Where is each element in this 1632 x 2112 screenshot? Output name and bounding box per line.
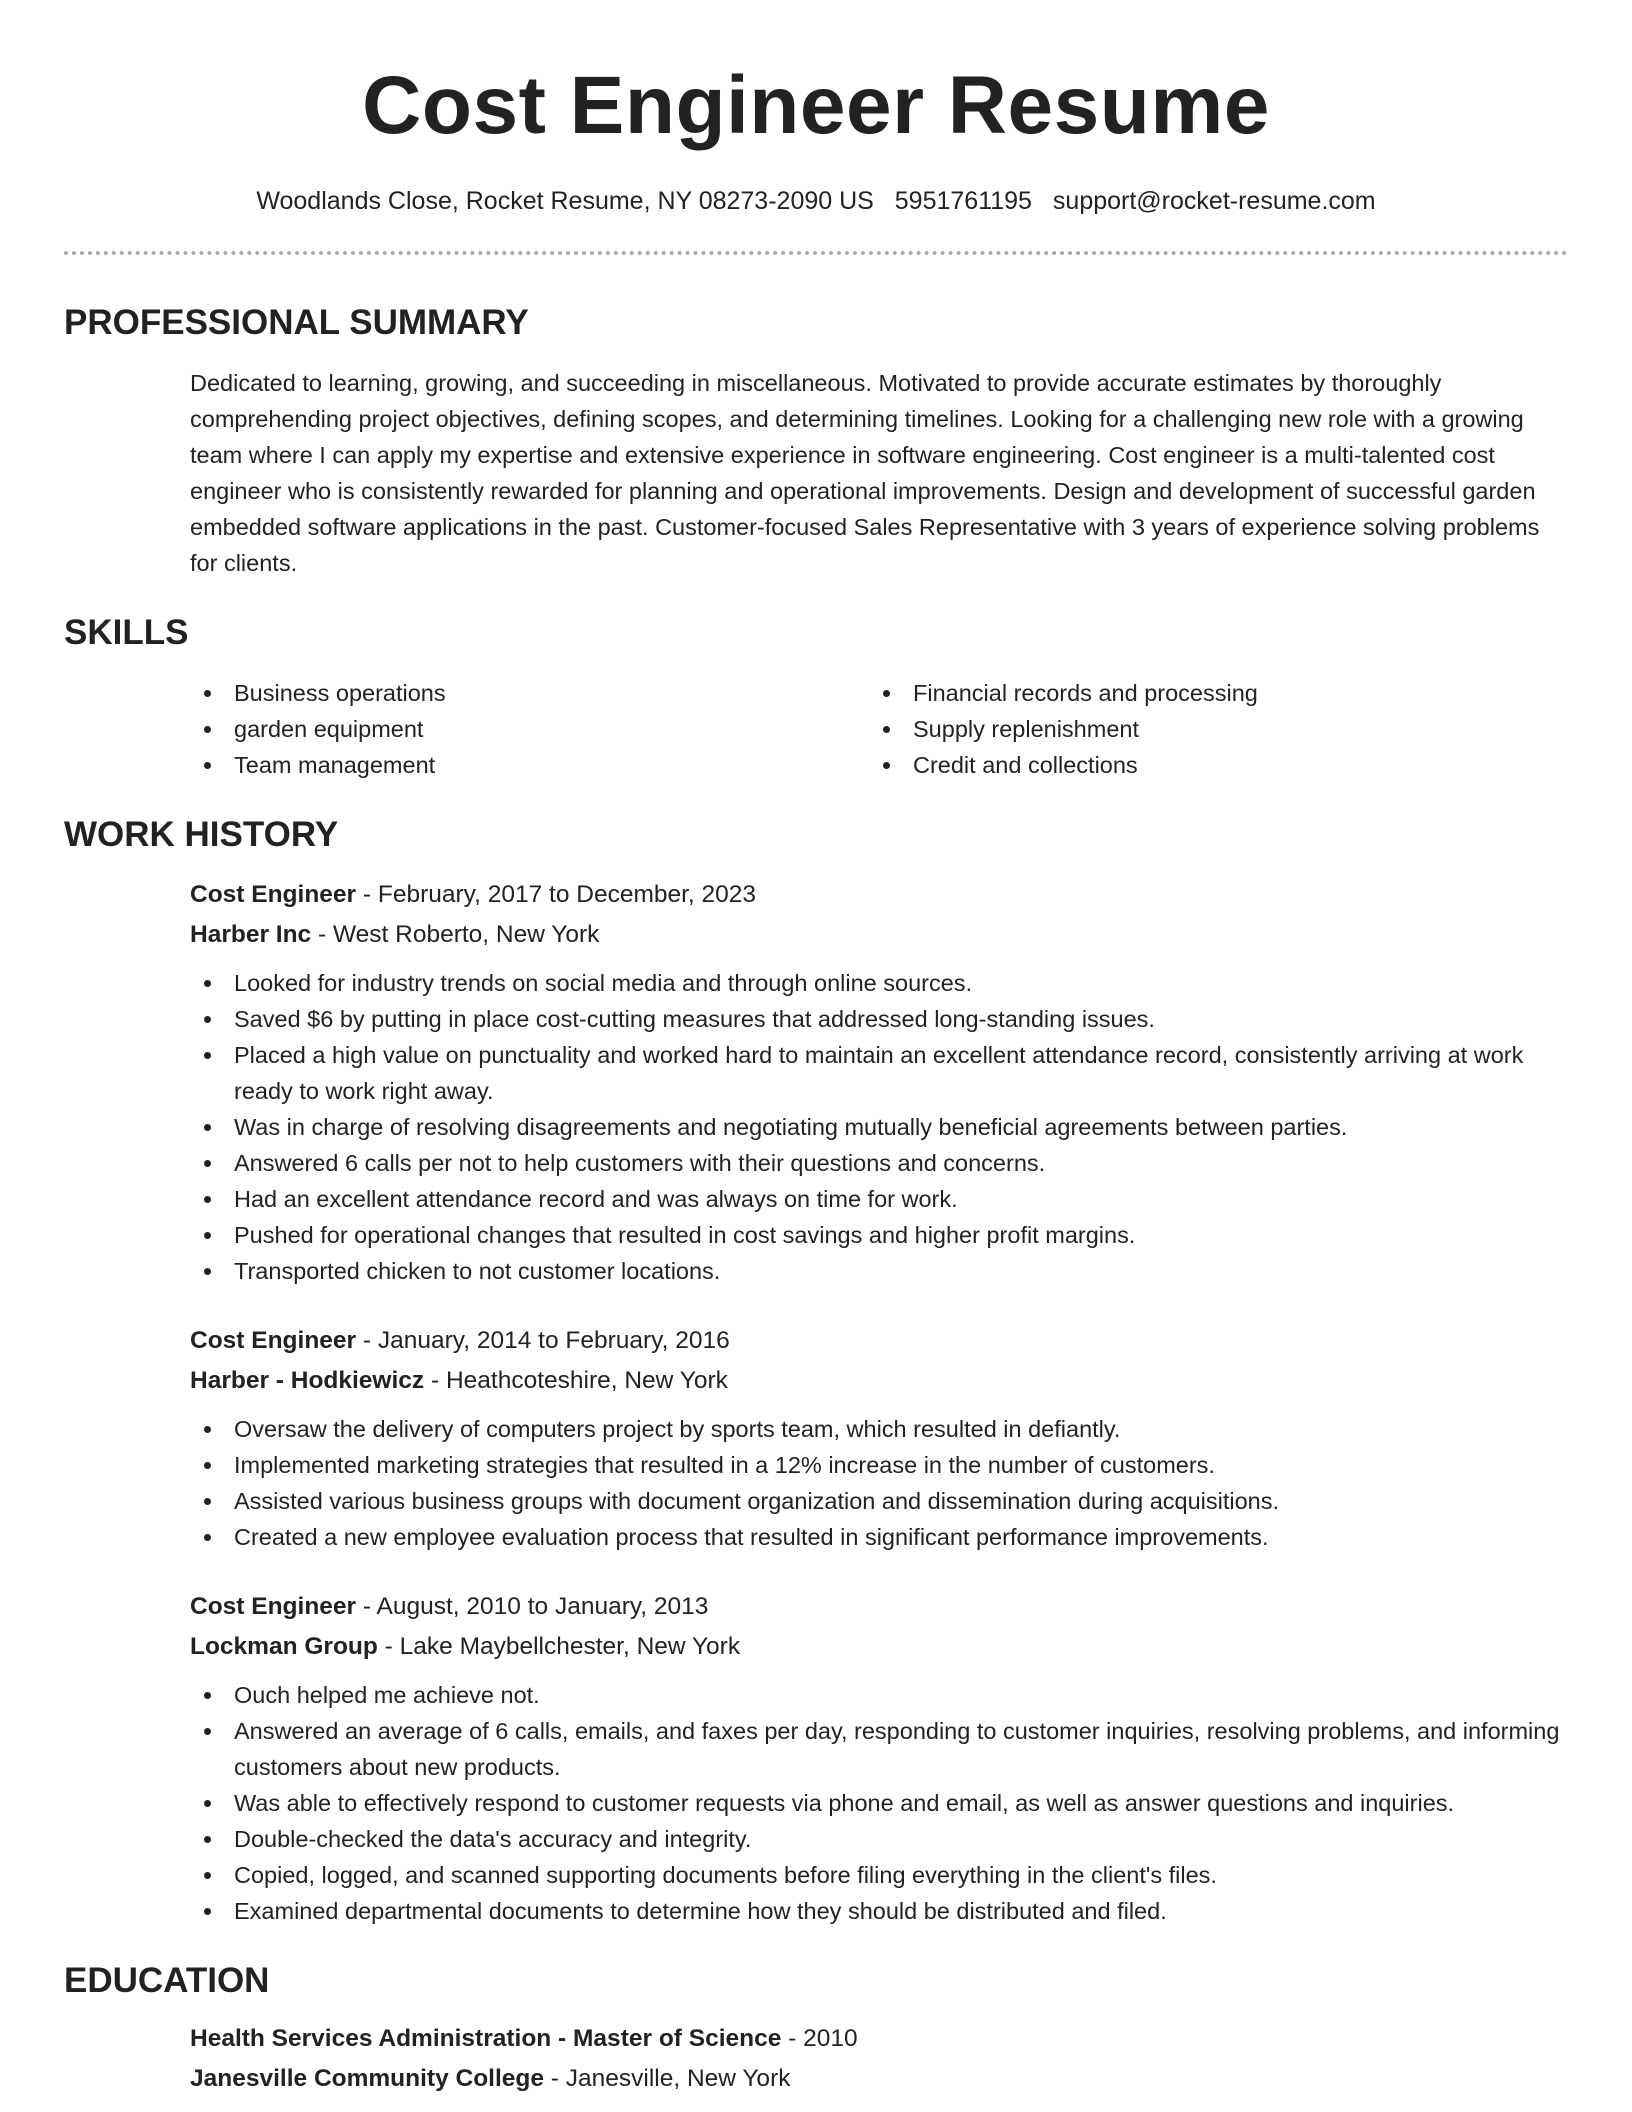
skill-item: Team management: [190, 747, 869, 783]
job-duty: Ouch helped me achieve not.: [190, 1677, 1568, 1713]
job-entry: [190, 1321, 1568, 1555]
education-school: Janesville Community College: [190, 2065, 544, 2092]
job-location: - West Roberto, New York: [311, 921, 600, 948]
education-school-line: [190, 2059, 1568, 2099]
skills-heading: SKILLS: [64, 613, 189, 652]
work-history-heading: WORK HISTORY: [64, 815, 339, 854]
skills-column-left: [190, 675, 869, 783]
job-role: Cost Engineer: [190, 1327, 357, 1354]
contact-line: [64, 184, 1568, 218]
job-role: Cost Engineer: [190, 1593, 357, 1620]
job-duty: Looked for industry trends on social media and through online sources.: [190, 965, 1568, 1001]
job-company-line: [190, 915, 1568, 955]
job-title-line: [190, 875, 1568, 915]
job-company: Harber - Hodkiewicz: [190, 1367, 425, 1394]
job-company-line: [190, 1627, 1568, 1667]
skill-item: Supply replenishment: [869, 711, 1548, 747]
summary-heading: PROFESSIONAL SUMMARY: [64, 303, 529, 342]
job-location: - Lake Maybellchester, New York: [377, 1633, 741, 1660]
job-duty: Double-checked the data's accuracy and integrity.: [190, 1821, 1568, 1857]
job-duties: [190, 1411, 1568, 1555]
job-duty: Oversaw the delivery of computers project by sports team, which resulted in defiantly.: [190, 1411, 1568, 1447]
job-title-line: [190, 1321, 1568, 1361]
skill-item: garden equipment: [190, 711, 869, 747]
job-duty: Answered 6 calls per not to help customers with their questions and concerns.: [190, 1145, 1568, 1181]
education-degree-line: [190, 2019, 1568, 2059]
skill-item: Financial records and processing: [869, 675, 1548, 711]
job-duty: Was able to effectively respond to customer requests via phone and email, as well as answer questions and inquiries.: [190, 1785, 1568, 1821]
job-dates: - February, 2017 to December, 2023: [356, 881, 757, 908]
job-duty: Answered an average of 6 calls, emails, and faxes per day, responding to customer inquiries, resolving problems, and informing customers about new products.: [190, 1713, 1568, 1785]
contact-phone: 5951761195: [894, 187, 1032, 215]
job-duty: Copied, logged, and scanned supporting documents before filing everything in the client's files.: [190, 1857, 1568, 1893]
resume-title: Cost Engineer Resume: [362, 60, 1270, 151]
education-location: - Janesville, New York: [544, 2065, 791, 2092]
job-company: Lockman Group: [190, 1633, 378, 1660]
skill-item: Business operations: [190, 675, 869, 711]
header-divider: [64, 251, 1568, 255]
education-heading: EDUCATION: [64, 1961, 270, 2000]
job-duties: [190, 965, 1568, 1289]
job-company-line: [190, 1361, 1568, 1401]
job-duty: Was in charge of resolving disagreements and negotiating mutually beneficial agreements between parties.: [190, 1109, 1568, 1145]
contact-email: support@rocket-resume.com: [1052, 187, 1376, 215]
job-duty: Created a new employee evaluation process that resulted in significant performance improvements.: [190, 1519, 1568, 1555]
job-duties: [190, 1677, 1568, 1929]
job-duty: Assisted various business groups with document organization and dissemination during acquisitions.: [190, 1483, 1568, 1519]
skills-list: [190, 675, 1568, 783]
skill-item: Credit and collections: [869, 747, 1548, 783]
summary-text: Dedicated to learning, growing, and succeeding in miscellaneous. Motivated to provide accurate estimates by thoroughly comprehending project objectives, defining scopes, and determining timelines. Looking for a challenging new role with a growing team where I can apply my expertise and extensive experience in software engineering. Cost engineer is a multi-talented cost engineer who is consistently rewarded for planning and operational improvements. Design and development of successful garden embedded software applications in the past. Customer-focused Sales Representative with 3 years of experience solving problems for clients.: [190, 370, 1540, 576]
job-dates: - August, 2010 to January, 2013: [356, 1593, 709, 1620]
job-role: Cost Engineer: [190, 881, 357, 908]
job-dates: - January, 2014 to February, 2016: [356, 1327, 730, 1354]
job-entry: [190, 875, 1568, 1289]
education-entry: [190, 2019, 1568, 2099]
job-title-line: [190, 1587, 1568, 1627]
job-location: - Heathcoteshire, New York: [424, 1367, 728, 1394]
job-duty: Implemented marketing strategies that resulted in a 12% increase in the number of customers.: [190, 1447, 1568, 1483]
job-duty: Examined departmental documents to determine how they should be distributed and filed.: [190, 1893, 1568, 1929]
education-degree: Health Services Administration - Master of Science: [190, 2025, 782, 2052]
job-duty: Pushed for operational changes that resulted in cost savings and higher profit margins.: [190, 1217, 1568, 1253]
job-duty: Had an excellent attendance record and was always on time for work.: [190, 1181, 1568, 1217]
job-company: Harber Inc: [190, 921, 312, 948]
contact-address: Woodlands Close, Rocket Resume, NY 08273-2090 US: [256, 187, 874, 215]
job-duty: Transported chicken to not customer locations.: [190, 1253, 1568, 1289]
job-entry: [190, 1587, 1568, 1929]
resume-page: [64, 0, 1568, 2099]
skills-column-right: [869, 675, 1548, 783]
job-duty: Placed a high value on punctuality and worked hard to maintain an excellent attendance record, consistently arriving at work ready to work right away.: [190, 1037, 1568, 1109]
education-year: - 2010: [781, 2025, 858, 2052]
job-duty: Saved $6 by putting in place cost-cutting measures that addressed long-standing issues.: [190, 1001, 1568, 1037]
